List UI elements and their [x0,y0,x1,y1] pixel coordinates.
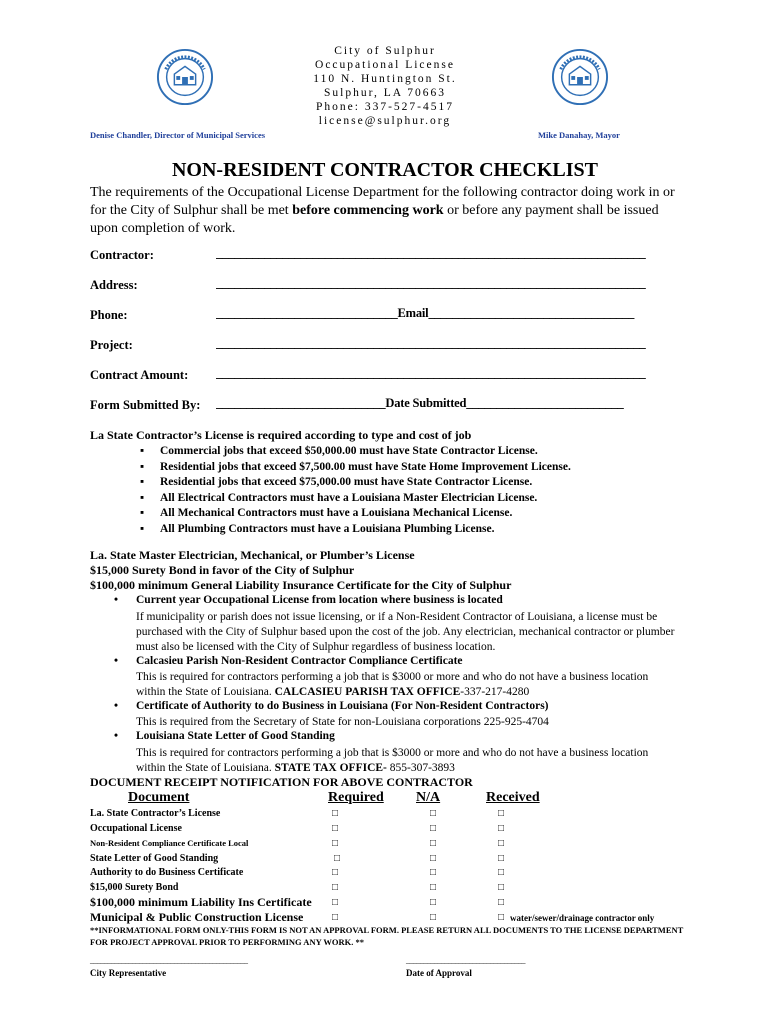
state-license-heading: La State Contractor’s License is required according to type and cost of job [90,428,472,442]
letterhead [0,44,770,128]
address-field[interactable]: _______________________________________________________________________ [216,276,646,290]
checkbox-na[interactable]: □ [430,838,437,849]
contract-amount-label: Contract Amount: [90,368,189,382]
row-non-resident-cert: Non-Resident Compliance Certificate Local [90,838,249,848]
row-good-standing: State Letter of Good Standing [90,853,219,864]
director-name: Denise Chandler, Director of Municipal Services [90,130,266,140]
intro-paragraph [90,184,690,238]
req-authority-text: This is required from the Secretary of State for non-Louisiana corporations 225-925-4704 [136,716,549,728]
checkbox-required[interactable]: □ [332,823,339,834]
col-received: Received [486,790,540,805]
req-authority-title: • Certificate of Authority to do Business in Louisiana (For Non-Resident Contractors) [136,700,549,712]
checkbox-required[interactable]: □ [332,912,339,923]
checkbox-required[interactable]: □ [334,853,341,864]
list-item: ▪ All Electrical Contractors must have a Louisiana Master Electrician License. [160,491,571,507]
col-na: N/A [416,790,441,805]
checkbox-required[interactable]: □ [332,808,339,819]
checkbox-na[interactable]: □ [430,912,437,923]
checkbox-required[interactable]: □ [332,897,339,908]
list-item: ▪ Residential jobs that exceed $75,000.00 must have State Contractor License. [160,475,571,491]
page-title: NON-RESIDENT CONTRACTOR CHECKLIST [171,159,598,181]
receipt-heading: DOCUMENT RECEIPT NOTIFICATION FOR ABOVE CONTRACTOR [90,775,473,789]
row-note: water/sewer/drainage contractor only [510,913,655,923]
list-item: ▪ Commercial jobs that exceed $50,000.00 must have State Contractor License. [160,444,571,460]
checkbox-na[interactable]: □ [430,867,437,878]
req-calcasieu-desc: This is required for contractors performing a job that is $3000 or more and who do not have a business location within the State of Louisiana. [136,671,649,698]
row-liability-cert: $100,000 minimum Liability Ins Certificate [90,895,312,909]
phone-email-field[interactable]: ______________________________Email__________________________________ [216,306,635,320]
city-rep-label: City Representative [90,968,167,978]
checkbox-na[interactable]: □ [430,853,437,864]
row-authority-cert: Authority to do Business Certificate [90,867,244,878]
calcasieu-phone: -337-217-4280 [460,686,530,698]
checkbox-received[interactable]: □ [498,838,505,849]
intro-text: The requirements of the Occupational License Department for the following contractor doing work in or for the City of Sulphur shall be met [90,185,675,218]
informational-footnote: **INFORMATIONAL FORM ONLY-THIS FORM IS NOT AN APPROVAL FORM. PLEASE RETURN ALL DOCUMENTS TO THE LICENSE DEPARTMENT FOR PROJECT APPROVAL PRIOR TO PERFORMING ANY WORK. ** [90,925,684,947]
list-item: ▪ All Plumbing Contractors must have a Louisiana Plumbing License. [160,522,571,538]
list-item: ▪ Residential jobs that exceed $7,500.00 must have State Home Improvement License. [160,460,571,476]
contractor-field[interactable]: _______________________________________________________________________ [216,246,646,260]
state-license-list [160,444,571,537]
req-calcasieu-text [136,670,676,700]
row-municipal-license: Municipal & Public Construction License [90,910,304,924]
contract-amount-field[interactable]: _______________________________________________________________________ [216,366,646,380]
submitted-by-date-field[interactable]: ____________________________Date Submitted__________________________ [216,396,624,410]
city-rep-signature-line[interactable]: _____________________________________________ [90,956,248,965]
req-occupational-title: • Current year Occupational License from location where business is located [136,594,503,606]
checkbox-received[interactable]: □ [498,882,505,893]
address-label: Address: [90,278,138,292]
project-label: Project: [90,338,133,352]
checkbox-received[interactable]: □ [498,808,505,819]
req-occupational-text: If municipality or parish does not issue licensing, or if a Non-Resident Contractor of Louisiana, a license must be purchased with the City of Sulphur based upon the cost of the job. Any electrician, mechanical contractor or plumber must also be licensed with the City of Sulphur regardless of business location. [136,611,675,653]
calcasieu-office: CALCASIEU PARISH TAX OFFICE [274,686,461,698]
checkbox-required[interactable]: □ [332,838,339,849]
req-line-bond: $15,000 Surety Bond in favor of the City of Sulphur [90,563,355,577]
phone-label: Phone: [90,308,128,322]
req-line-license: La. State Master Electrician, Mechanical, or Plumber’s License [90,548,415,562]
list-item: ▪ All Mechanical Contractors must have a Louisiana Mechanical License. [160,506,571,522]
approval-date-line[interactable]: __________________________________ [406,956,525,965]
req-line-insurance: $100,000 minimum General Liability Insurance Certificate for the City of Sulphur [90,578,512,592]
checkbox-na[interactable]: □ [430,823,437,834]
org-line: City of Sulphur [334,45,436,57]
mayor-name: Mike Danahay, Mayor [538,130,620,140]
checkbox-na[interactable]: □ [430,808,437,819]
checkbox-required[interactable]: □ [332,867,339,878]
org-line: Phone: 337-527-4517 [316,101,454,113]
req-good-standing-desc: This is required for contractors performing a job that is $3000 or more and who do not have a business location within the State of Louisiana. [136,747,649,774]
intro-text-end: or before any payment shall be issued upon completion of work. [90,203,659,236]
checkbox-received[interactable]: □ [498,867,505,878]
checkbox-received[interactable]: □ [498,823,505,834]
checkbox-received[interactable]: □ [498,912,505,923]
row-surety-bond: $15,000 Surety Bond [90,882,179,893]
checkbox-na[interactable]: □ [430,882,437,893]
submitted-by-label: Form Submitted By: [90,398,201,412]
checkbox-required[interactable]: □ [332,882,339,893]
row-occupational-license: Occupational License [90,823,182,834]
req-calcasieu-title: • Calcasieu Parish Non-Resident Contractor Compliance Certificate [136,655,463,667]
checkbox-na[interactable]: □ [430,897,437,908]
col-required: Required [328,790,384,805]
approval-date-label: Date of Approval [406,968,472,978]
row-state-license: La. State Contractor’s License [90,808,221,819]
org-line: Occupational License [315,59,455,71]
org-line: 110 N. Huntington St. [313,73,457,85]
contractor-label: Contractor: [90,248,154,262]
req-good-standing-title: • Louisiana State Letter of Good Standing [136,730,335,742]
col-document: Document [128,790,190,805]
checkbox-received[interactable]: □ [498,853,505,864]
intro-emphasis: before commencing work [292,203,444,218]
checkbox-received[interactable]: □ [498,897,505,908]
state-tax-phone: 855-307-3893 [386,762,455,774]
org-line: Sulphur, LA 70663 [323,87,447,99]
org-email: license@sulphur.org [318,115,452,127]
req-good-standing-text [136,746,676,776]
state-tax-office: STATE TAX OFFICE- [274,762,387,774]
project-field[interactable]: _______________________________________________________________________ [216,336,646,350]
